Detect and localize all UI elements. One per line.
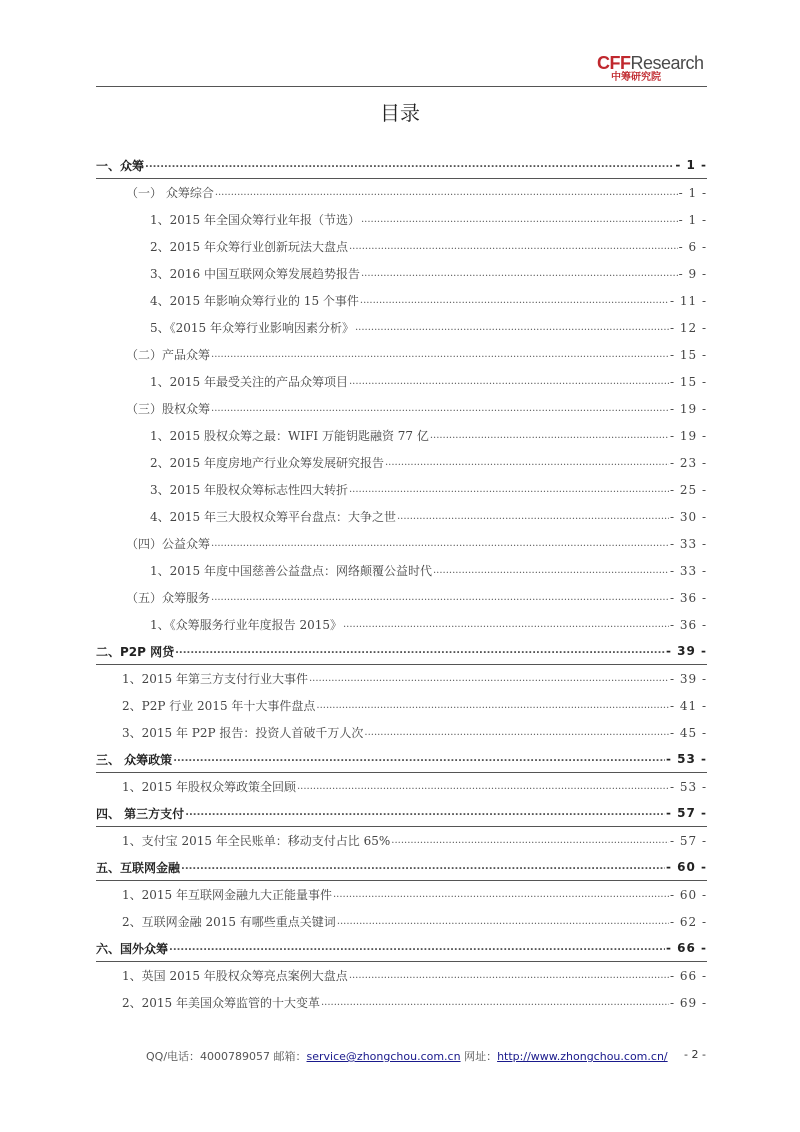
toc-leader-dots [361,215,678,225]
toc-entry-page: - 39 - [669,671,707,686]
toc-leader-dots [337,917,669,927]
toc-entry-page: - 69 - [669,995,707,1010]
table-of-contents [96,152,707,1016]
toc-leader-dots [321,998,669,1008]
toc-leader-dots [361,269,678,279]
footer-url-link[interactable]: http://www.zhongchou.com.cn/ [497,1050,668,1063]
toc-entry[interactable] [96,152,707,179]
toc-entry[interactable] [96,422,707,449]
toc-entry-label: 2、2015 年美国众筹监管的十大变革 [122,996,320,1010]
toc-entry-page: - 36 - [669,590,707,605]
toc-entry-page: - 12 - [669,320,707,335]
toc-entry-page: - 66 - [669,968,707,983]
toc-leader-dots [215,188,678,198]
toc-entry[interactable] [96,800,707,827]
toc-leader-dots [145,160,674,170]
toc-entry[interactable] [96,854,707,881]
toc-entry-label: 1、2015 年度中国慈善公益盘点：网络颠覆公益时代 [150,564,432,578]
toc-leader-dots [343,620,669,630]
toc-entry-label: 四、 第三方支付 [96,806,185,821]
toc-leader-dots [169,943,665,953]
toc-leader-dots [297,782,669,792]
toc-leader-dots [349,971,669,981]
toc-entry-label: 4、2015 年三大股权众筹平台盘点：大争之世 [150,510,396,524]
toc-entry-label: 1、2015 年全国众筹行业年报（节选） [150,213,360,227]
toc-entry[interactable] [96,827,707,854]
toc-leader-dots [433,566,669,576]
toc-entry[interactable] [96,530,707,557]
logo-subtitle: 中筹研究院 [611,72,661,83]
toc-leader-dots [397,512,669,522]
toc-entry-label: 1、2015 年股权众筹政策全回顾 [122,780,296,794]
toc-entry[interactable] [96,611,707,638]
toc-entry-label: 1、2015 年最受关注的产品众筹项目 [150,375,348,389]
footer-contact-prefix: QQ/电话：4000789057 邮箱： [146,1050,307,1063]
toc-title: 目录 [380,101,420,125]
toc-entry-page: - 30 - [669,509,707,524]
toc-leader-dots [333,890,669,900]
toc-leader-dots [364,728,669,738]
toc-entry-page: - 11 - [669,293,707,308]
toc-leader-dots [211,350,669,360]
toc-entry-page: - 19 - [669,401,707,416]
toc-leader-dots [316,701,669,711]
toc-entry[interactable] [96,557,707,584]
toc-entry-page: - 1 - [678,212,707,227]
footer-contact [146,1048,668,1064]
toc-entry-page: - 36 - [669,617,707,632]
toc-entry-page: - 23 - [669,455,707,470]
toc-entry[interactable] [96,962,707,989]
toc-entry-label: 3、2015 年 P2P 报告：投资人首破千万人次 [122,726,364,740]
toc-entry-label: 二、P2P 网贷 [96,644,175,659]
toc-leader-dots [349,377,669,387]
toc-entry-label: 1、2015 股权众筹之最：WIFI 万能钥匙融资 77 亿 [150,429,429,443]
toc-entry[interactable] [96,719,707,746]
toc-leader-dots [430,431,669,441]
toc-leader-dots [175,646,665,656]
toc-entry-label: 1、支付宝 2015 年全民账单：移动支付占比 65% [122,834,391,848]
toc-entry-label: 2、2015 年度房地产行业众筹发展研究报告 [150,456,384,470]
toc-entry-page: - 25 - [669,482,707,497]
toc-leader-dots [173,754,665,764]
toc-entry[interactable] [96,638,707,665]
toc-entry[interactable] [96,287,707,314]
cff-research-logo [597,54,707,84]
footer-site-prefix: 网址： [460,1050,498,1063]
toc-leader-dots [211,539,669,549]
toc-entry-label: 3、2016 中国互联网众筹发展趋势报告 [150,267,360,281]
toc-entry[interactable] [96,206,707,233]
toc-entry[interactable] [96,368,707,395]
toc-entry-page: - 57 - [665,806,707,820]
toc-leader-dots [385,458,669,468]
toc-entry[interactable] [96,476,707,503]
toc-entry-label: 2、2015 年众筹行业创新玩法大盘点 [150,240,348,254]
toc-entry-page: - 1 - [675,158,707,172]
toc-entry[interactable] [96,881,707,908]
toc-leader-dots [309,674,669,684]
toc-entry-page: - 15 - [669,347,707,362]
toc-entry-label: 2、互联网金融 2015 有哪些重点关键词 [122,915,336,929]
toc-entry-label: 五、互联网金融 [96,860,181,875]
toc-entry[interactable] [96,908,707,935]
toc-entry[interactable] [96,989,707,1016]
toc-leader-dots [185,808,665,818]
toc-entry-label: 1、2015 年互联网金融九大正能量事件 [122,888,332,902]
logo-research-text: Research [630,53,704,73]
toc-leader-dots [349,242,678,252]
toc-entry-page: - 60 - [665,860,707,874]
toc-entry-label: 三、 众筹政策 [96,752,173,767]
toc-entry-page: - 33 - [669,536,707,551]
toc-entry-label: 1、《众筹服务行业年度报告 2015》 [150,618,342,632]
toc-entry[interactable] [96,584,707,611]
toc-entry[interactable] [96,260,707,287]
toc-entry-label: 1、英国 2015 年股权众筹亮点案例大盘点 [122,969,348,983]
logo-cff-text: CFF [597,53,631,73]
toc-entry-label: 一、众筹 [96,158,145,173]
toc-entry[interactable] [96,314,707,341]
toc-leader-dots [211,593,669,603]
footer-email-link[interactable]: service@zhongchou.com.cn [306,1050,461,1063]
toc-entry-label: 4、2015 年影响众筹行业的 15 个事件 [150,294,359,308]
toc-entry[interactable] [96,692,707,719]
toc-leader-dots [181,862,665,872]
toc-entry-page: - 1 - [678,185,707,200]
toc-entry-page: - 41 - [669,698,707,713]
toc-leader-dots [360,296,669,306]
toc-entry[interactable] [96,179,707,206]
toc-entry-label: 5、《2015 年众筹行业影响因素分析》 [150,321,354,335]
toc-entry-label: 3、2015 年股权众筹标志性四大转折 [150,483,348,497]
toc-entry-page: - 53 - [669,779,707,794]
toc-leader-dots [211,404,669,414]
toc-entry[interactable] [96,449,707,476]
toc-leader-dots [355,323,669,333]
toc-leader-dots [391,836,669,846]
page-number: - 2 - [684,1048,706,1061]
toc-entry-page: - 6 - [678,239,707,254]
toc-entry-page: - 60 - [669,887,707,902]
toc-entry[interactable] [96,341,707,368]
toc-leader-dots [349,485,669,495]
toc-entry-label: 六、国外众筹 [96,941,169,956]
toc-entry-page: - 15 - [669,374,707,389]
toc-entry-label: （二）产品众筹 [126,348,211,362]
toc-entry-page: - 19 - [669,428,707,443]
toc-entry-label: 2、P2P 行业 2015 年十大事件盘点 [122,699,316,713]
toc-entry-label: （三）股权众筹 [126,402,211,416]
toc-entry-label: 1、2015 年第三方支付行业大事件 [122,672,308,686]
toc-entry-page: - 39 - [665,644,707,658]
toc-entry-page: - 53 - [665,752,707,766]
toc-entry-page: - 62 - [669,914,707,929]
toc-entry-label: （四）公益众筹 [126,537,211,551]
toc-entry-page: - 57 - [669,833,707,848]
header-divider [96,86,707,87]
toc-entry[interactable] [96,503,707,530]
toc-entry[interactable] [96,746,707,773]
toc-entry-label: （一） 众筹综合 [126,186,214,200]
toc-entry-label: （五）众筹服务 [126,591,211,605]
toc-entry-page: - 9 - [678,266,707,281]
toc-entry-page: - 45 - [669,725,707,740]
toc-entry[interactable] [96,233,707,260]
toc-entry[interactable] [96,935,707,962]
toc-entry[interactable] [96,395,707,422]
toc-entry[interactable] [96,665,707,692]
toc-entry[interactable] [96,773,707,800]
toc-entry-page: - 33 - [669,563,707,578]
toc-entry-page: - 66 - [665,941,707,955]
